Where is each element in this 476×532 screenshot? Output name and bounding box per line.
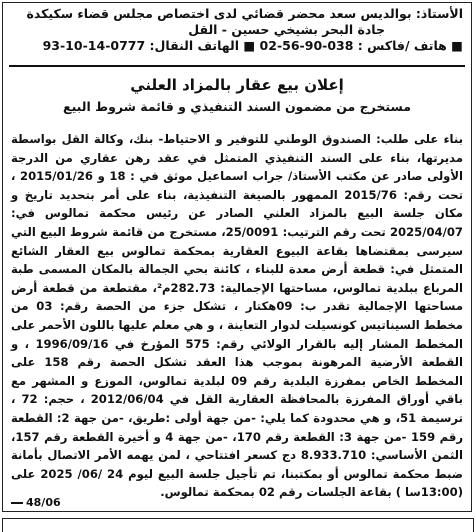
header-divider xyxy=(9,65,465,67)
footer-dash xyxy=(11,502,23,504)
bailiff-header xyxy=(11,6,463,54)
footer-reference xyxy=(11,496,61,509)
bailiff-address-line: جادة البحر بشيخي حسين - القل xyxy=(188,22,385,37)
next-notice-frame-edge xyxy=(2,518,474,532)
notice-body-paragraph: بناء على طلب: الصندوق الوطني للتوفير و الاحتياط- بنك، وكالة القل بواسطة مديرتها، بناء على السند التنفيذي المتمثل في عقد رهن عقاري من الدرجة الأولى صادر عن مكتب الأستاذ/ جراب اسماعيل موثق في : 18 و 2015/01/26 ، تحت رقم: 2015/76 الممهور بالصيغة التنفيذية، بناء على أمر بتحديد تاريخ و مكان جلسة البيع بالمزاد العلني الصادر عن رئيس محكمة تمالوس في: 2025/04/07 تحت رقم الترتيب: 25/0091، مستخرج من قائمة شروط البيع التي سيرسى بمقتضاها بقاعة البيوع العقارية بمحكمة تمالوس بيع العقار الشائع المتمثل في: قطعة أرض معدة للبناء ، كائنة بحي الجمالة بالمكان المسمى طبة المرباع ببلدية تمالوس، مساحتها الإجمالية: 282.73م²، مقتطعة من قطعة أرض مساحتها الإجمالية تقدر ب: 09هكتار ، تشكل جزء من الحصة رقم: 03 من مخطط السيناتيس كونسيلت لدوار التعاينة ، و هي معلم عليها باللون الأحمر على المخطط المشار إليه بالقرار الولائي رقم: 575 المؤرخ في 1996/09/16 ، و القطعة الأرضية المرهونة بموجب هذا العقد تشكل الحصة رقم 158 على المخطط الخاص بمفرزة البلدية رقم 09 لبلدية تمالوس، الموزع و المشهر مع باقي أوراق المفرزة بالمحافظة العقارية القل في 2012/06/04 ، حجم: 72 ، ترسيمة 51، و هي محدودة كما يلي: -من جهة أولى :طريق، -من جهة 2: القطعة رقم 159 -من جهة 3: القطعة رقم 170، -من جهة 4 و أخيرة القطعة رقم 157، الثمن الأساسي: 8.933.710 دج كسعر افتتاحي ، لمن يهمه الأمر الاتصال بأمانة ضبط محكمة تمالوس أو بمكتبنا، تم تأجيل جلسة البيع ليوم 24 /06/ 2025 على (13:00سا ) بقاعة الجلسات رقم 02 بمحكمة تمالوس. xyxy=(11,132,464,500)
bailiff-name-line: الأستاذ: بوالديس سعد محضر قضائي لدى اختصاص مجلس قضاء سكيكدة xyxy=(26,6,463,21)
footer-reference-number: 48/06 xyxy=(26,496,61,509)
notice-body xyxy=(11,130,463,502)
notice-subtitle: مستخرج من مضمون السند التنفيذي و قائمة شروط البيع xyxy=(63,99,411,114)
bailiff-phone-line: ■ هاتف /فاكس : 038-90-56-02 ■ الهاتف النقال: 0777-14-10-93 xyxy=(42,38,463,53)
notice-frame xyxy=(2,2,472,512)
notice-title: إعلان بيع عقار بالمزاد العلني xyxy=(130,76,344,94)
